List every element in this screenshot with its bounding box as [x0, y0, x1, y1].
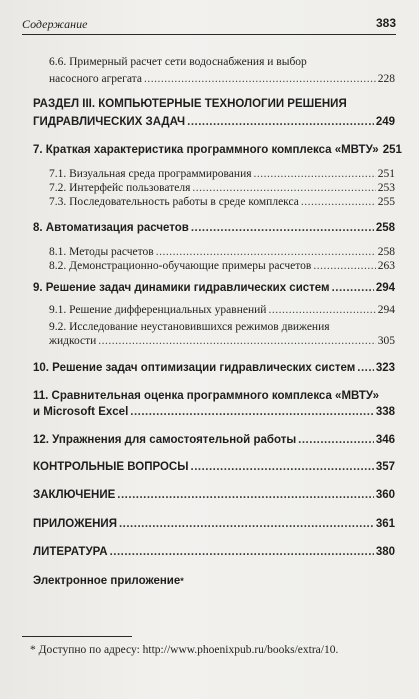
toc-page-number: 294	[377, 304, 395, 316]
toc-entry-text: жидкости	[49, 335, 97, 347]
toc-page-number: 228	[377, 73, 395, 85]
toc-entry-text: насосного агрегата	[49, 73, 142, 85]
toc-entry-text: 7. Краткая характеристика программного комплекса «МВТУ»	[33, 144, 379, 156]
footnote-divider	[22, 636, 132, 637]
leader-dots	[156, 246, 376, 258]
leader-dots	[187, 116, 374, 128]
toc-entry-text: 7.3. Последовательность работы в среде комплекса	[49, 196, 299, 208]
leader-dots	[191, 461, 374, 473]
toc-entry-text: 8.2. Демонстрационно-обучающие примеры расчетов	[49, 260, 312, 272]
toc-page-number: 305	[377, 335, 395, 347]
toc-entry-text: ГИДРАВЛИЧЕСКИХ ЗАДАЧ	[33, 116, 186, 128]
toc-entry-text: и Microsoft Excel	[33, 406, 129, 418]
toc-entry-text: КОНТРОЛЬНЫЕ ВОПРОСЫ	[33, 461, 189, 473]
toc-entry-text: 7.2. Интерфейс пользователя	[49, 182, 191, 194]
leader-dots	[301, 196, 376, 208]
toc-entry-text: 7.1. Визуальная среда программирования	[49, 168, 252, 180]
footnote-marker: *	[30, 644, 36, 656]
toc-page-number: 249	[375, 116, 395, 128]
toc-page-number: 380	[375, 546, 395, 558]
toc-page-number: 255	[377, 196, 395, 208]
header-title: Содержание	[22, 17, 88, 31]
toc-page-number: 253	[377, 182, 395, 194]
toc-entry-text: 12. Упражнения для самостоятельной работы	[33, 434, 297, 446]
leader-dots	[357, 362, 374, 374]
toc-page-number: 258	[375, 222, 395, 234]
leader-dots	[192, 182, 375, 194]
toc-page-number: 294	[375, 282, 395, 294]
toc-page-number: 360	[375, 489, 395, 501]
footnote-text: Доступно по адресу: http://www.phoenixpub.ru/books/extra/10.	[38, 644, 339, 656]
toc-entry-text: Электронное приложение	[33, 575, 181, 587]
toc-entry-text: 9.2. Исследование неустановившихся режимов движения	[49, 321, 330, 333]
leader-dots	[130, 406, 374, 418]
toc-page-number: 251	[382, 144, 402, 156]
header-page-number: 383	[375, 16, 396, 30]
toc-entry-text: 9. Решение задач динамики гидравлических систем	[33, 282, 330, 294]
leader-dots	[298, 434, 374, 446]
toc-page-number: 251	[377, 168, 395, 180]
leader-dots	[254, 168, 376, 180]
footnote-marker: *	[180, 576, 184, 586]
leader-dots	[268, 304, 375, 316]
leader-dots	[110, 546, 374, 558]
toc-entry-text: 6.6. Примерный расчет сети водоснабжения и выбор	[49, 56, 307, 68]
toc-page-number: 258	[377, 246, 395, 258]
toc-page-number: 361	[375, 518, 395, 530]
leader-dots	[313, 260, 375, 272]
leader-dots	[144, 73, 376, 85]
toc-page-number: 323	[375, 362, 395, 374]
toc-entry-text: 11. Сравнительная оценка программного комплекса «МВТУ»	[33, 390, 380, 402]
leader-dots	[98, 335, 375, 347]
toc-page-number: 263	[377, 260, 395, 272]
toc-page-number: 346	[375, 434, 395, 446]
toc-entry-text: ЗАКЛЮЧЕНИЕ	[33, 489, 116, 501]
toc-entry-text: 8. Автоматизация расчетов	[33, 222, 189, 234]
leader-dots	[191, 222, 374, 234]
toc-entry-text: 8.1. Методы расчетов	[49, 246, 154, 258]
toc-entry-text: 10. Решение задач оптимизации гидравлических систем	[33, 362, 356, 374]
toc-entry-text: 9.1. Решение дифференциальных уравнений	[49, 304, 267, 316]
toc-entry-text: ПРИЛОЖЕНИЯ	[33, 518, 117, 530]
footnote	[30, 644, 338, 656]
toc-page-number: 357	[375, 461, 395, 473]
leader-dots	[332, 282, 374, 294]
leader-dots	[117, 489, 374, 501]
toc-entry-text: ЛИТЕРАТУРА	[33, 546, 108, 558]
leader-dots	[119, 518, 374, 530]
toc-page-number: 338	[375, 406, 395, 418]
toc-entry-text: РАЗДЕЛ III. КОМПЬЮТЕРНЫЕ ТЕХНОЛОГИИ РЕШЕНИЯ	[33, 98, 347, 110]
